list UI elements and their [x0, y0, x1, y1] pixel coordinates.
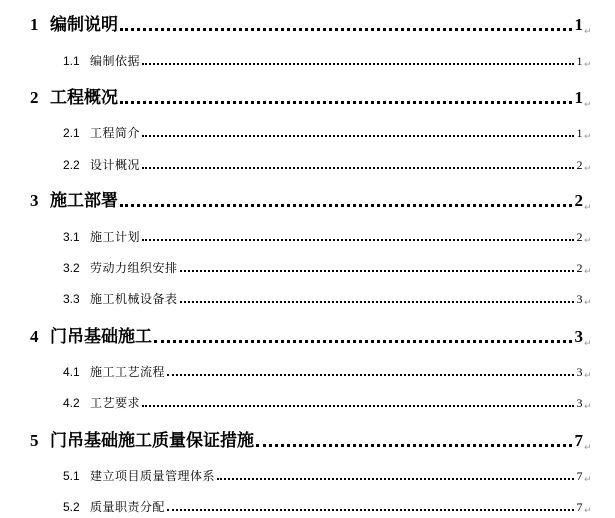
toc-entry-number: 3	[30, 191, 39, 210]
paragraph-mark-icon: ↵	[584, 60, 592, 70]
toc-entry-title: 施工机械设备表	[90, 292, 178, 306]
toc-entry-title: 工程概况	[50, 88, 118, 108]
toc-entry-number: 5	[30, 431, 39, 450]
toc-entry-page: 3	[576, 396, 583, 410]
toc-entry-title: 门吊基础施工质量保证措施	[50, 431, 254, 451]
dot-leader	[120, 28, 572, 31]
dot-leader	[142, 239, 573, 241]
paragraph-mark-icon: ↵	[584, 339, 592, 349]
paragraph-mark-icon: ↵	[584, 443, 592, 453]
toc-entry-title: 设计概况	[90, 158, 141, 172]
paragraph-mark-icon: ↵	[584, 371, 592, 381]
dot-leader	[217, 478, 573, 480]
toc-entry-title: 建立项目质量管理体系	[90, 469, 216, 483]
toc-entry-level2[interactable]	[63, 499, 583, 515]
toc-entry-level2[interactable]	[63, 364, 583, 380]
toc-entry-title: 施工计划	[90, 230, 141, 244]
toc-entry-page: 1	[576, 126, 583, 140]
toc-entry-level2[interactable]	[63, 395, 583, 411]
paragraph-mark-icon: ↵	[584, 475, 592, 485]
toc-entry-level1[interactable]	[30, 430, 583, 452]
toc-entry-number: 4.2	[63, 396, 80, 410]
toc-entry-title: 施工部署	[50, 191, 118, 211]
paragraph-mark-icon: ↵	[584, 506, 592, 516]
toc-entry-number: 5.1	[63, 469, 80, 483]
toc-entry-page: 2	[574, 191, 583, 210]
toc-entry-number: 3.2	[63, 261, 80, 275]
dot-leader	[167, 374, 573, 376]
toc-entry-level2[interactable]	[63, 260, 583, 276]
toc-entry-level2[interactable]	[63, 125, 583, 141]
toc-entry-page: 3	[574, 327, 583, 346]
paragraph-mark-icon: ↵	[584, 236, 592, 246]
toc-entry-level2[interactable]	[63, 157, 583, 173]
toc-entry-page: 3	[576, 365, 583, 379]
toc-entry-title: 编制说明	[50, 15, 118, 35]
toc-entry-level1[interactable]	[30, 14, 583, 36]
toc-entry-page: 2	[576, 158, 583, 172]
paragraph-mark-icon: ↵	[584, 132, 592, 142]
paragraph-mark-icon: ↵	[584, 164, 592, 174]
toc-entry-level1[interactable]	[30, 326, 583, 348]
toc-entry-level2[interactable]	[63, 468, 583, 484]
toc-entry-title: 质量职责分配	[90, 500, 166, 514]
toc-entry-number: 4.1	[63, 365, 80, 379]
toc-entry-page: 7	[576, 469, 583, 483]
toc-entry-number: 2.1	[63, 126, 80, 140]
toc-entry-page: 7	[576, 500, 583, 514]
paragraph-mark-icon: ↵	[584, 298, 592, 308]
dot-leader	[180, 270, 574, 272]
dot-leader	[167, 509, 573, 511]
toc-entry-title: 编制依据	[90, 54, 141, 68]
toc-entry-title: 施工工艺流程	[90, 365, 166, 379]
toc-entry-number: 1	[30, 15, 39, 34]
toc-entry-number: 5.2	[63, 500, 80, 514]
toc-entry-page: 2	[576, 230, 583, 244]
toc-entry-page: 7	[574, 431, 583, 450]
toc-entry-page: 1	[574, 88, 583, 107]
paragraph-mark-icon: ↵	[584, 402, 592, 412]
toc-entry-number: 2	[30, 88, 39, 107]
toc-entry-title: 门吊基础施工	[50, 327, 152, 347]
toc-entry-page: 1	[574, 15, 583, 34]
paragraph-mark-icon: ↵	[584, 203, 592, 213]
toc-entry-level2[interactable]	[63, 229, 583, 245]
dot-leader	[142, 167, 573, 169]
toc-entry-number: 1.1	[63, 54, 80, 68]
dot-leader	[180, 301, 574, 303]
toc-entry-page: 3	[576, 292, 583, 306]
dot-leader	[120, 101, 572, 104]
toc-entry-title: 劳动力组织安排	[90, 261, 178, 275]
toc-entry-title: 工艺要求	[90, 396, 141, 410]
paragraph-mark-icon: ↵	[584, 27, 592, 37]
dot-leader	[142, 405, 573, 407]
toc-entry-number: 3.3	[63, 292, 80, 306]
paragraph-mark-icon: ↵	[584, 100, 592, 110]
toc-entry-level1[interactable]	[30, 87, 583, 109]
dot-leader	[154, 340, 572, 343]
toc-entry-page: 1	[576, 54, 583, 68]
paragraph-mark-icon: ↵	[584, 267, 592, 277]
dot-leader	[142, 135, 573, 137]
toc-entry-number: 4	[30, 327, 39, 346]
dot-leader	[142, 63, 573, 65]
dot-leader	[256, 444, 572, 447]
toc-entry-level2[interactable]	[63, 53, 583, 69]
toc-entry-level1[interactable]	[30, 190, 583, 212]
toc-entry-page: 2	[576, 261, 583, 275]
toc-entry-level2[interactable]	[63, 291, 583, 307]
dot-leader	[120, 204, 572, 207]
toc-entry-number: 3.1	[63, 230, 80, 244]
toc-entry-title: 工程简介	[90, 126, 141, 140]
toc-entry-number: 2.2	[63, 158, 80, 172]
